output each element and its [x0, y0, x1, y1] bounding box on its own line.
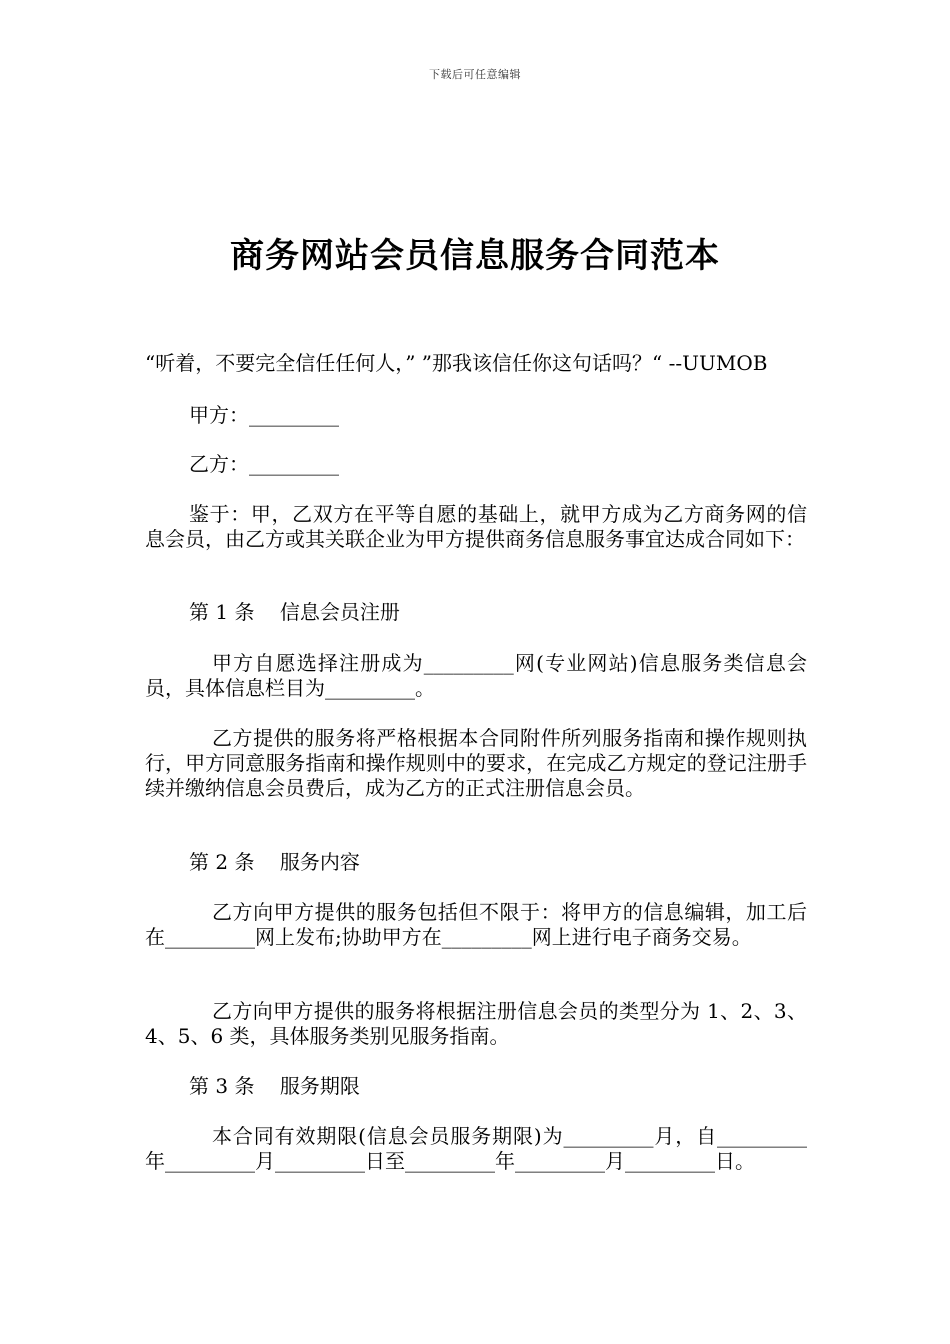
document-title: 商务网站会员信息服务合同范本 [230, 236, 720, 276]
article-2-paragraph-1: 乙方向甲方提供的服务包括但不限于：将甲方的信息编辑，加工后在_________网上发布;协助甲方在_________网上进行电子商务交易。 [145, 900, 807, 949]
header-note: 下载后可任意编辑 [429, 68, 521, 81]
party-a-line: 甲方：_________ [189, 403, 339, 427]
article-3-heading: 第 3 条 服务期限 [189, 1074, 360, 1098]
epigraph-quote: “听着，不要完全信任任何人，” ”那我该信任你这句话吗？“ --UUMOB [145, 351, 768, 375]
article-1-paragraph-2: 乙方提供的服务将严格根据本合同附件所列服务指南和操作规则执行，甲方同意服务指南和操作规则中的要求，在完成乙方规定的登记注册手续并缴纳信息会员费后，成为乙方的正式注册信息会员。 [145, 726, 807, 800]
article-3-paragraph-1: 本合同有效期限(信息会员服务期限)为_________月，自_________年_________月_________日至_________年_________月_________日。 [145, 1124, 807, 1173]
article-1-paragraph-1: 甲方自愿选择注册成为_________网(专业网站)信息服务类信息会员，具体信息栏目为_________。 [145, 651, 807, 700]
party-b-line: 乙方：_________ [189, 452, 339, 476]
article-1-heading: 第 1 条 信息会员注册 [189, 600, 400, 624]
preamble-paragraph: 鉴于：甲，乙双方在平等自愿的基础上，就甲方成为乙方商务网的信息会员，由乙方或其关联企业为甲方提供商务信息服务事宜达成合同如下： [145, 502, 807, 551]
article-2-heading: 第 2 条 服务内容 [189, 850, 360, 874]
article-2-paragraph-2: 乙方向甲方提供的服务将根据注册信息会员的类型分为 1、2、3、4、5、6 类，具体服务类别见服务指南。 [145, 999, 807, 1048]
